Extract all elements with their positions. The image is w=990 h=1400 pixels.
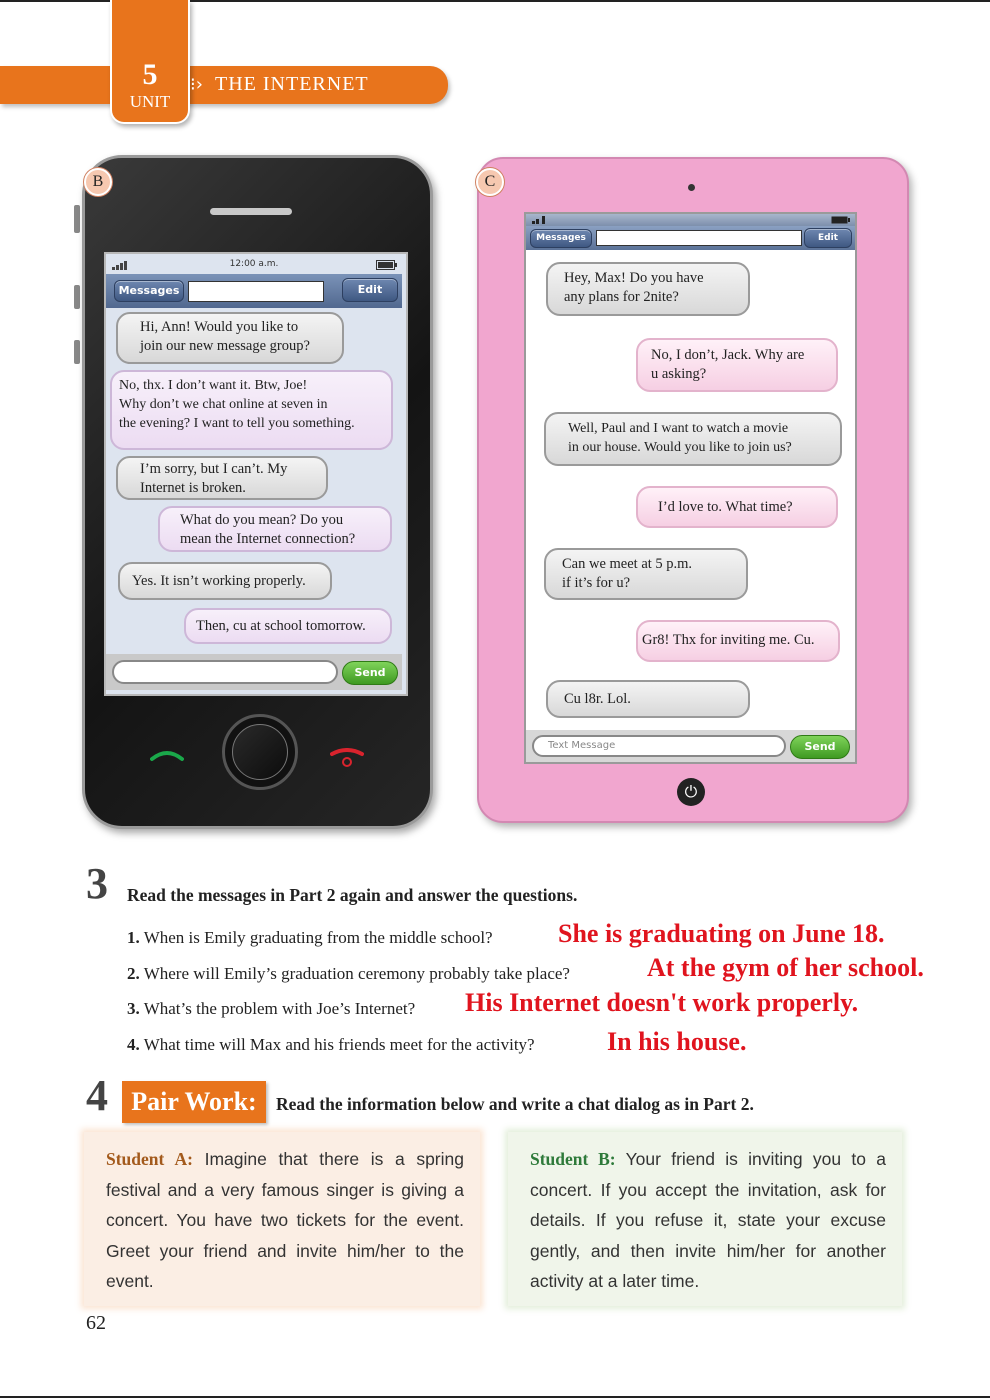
phone-side-button — [74, 205, 80, 233]
status-time: 12:00 a.m. — [229, 259, 279, 269]
home-button-inner — [232, 724, 288, 780]
camera-icon — [688, 184, 695, 191]
chevron-right-icon: ⁝› — [190, 74, 203, 95]
phone-b-navbar — [106, 274, 402, 308]
message-bubble: Gr8! Thx for inviting me. Cu. — [636, 620, 840, 662]
message-input[interactable] — [112, 660, 338, 684]
battery-icon — [376, 260, 398, 270]
speaker-grille — [210, 208, 292, 215]
unit-number: 5 — [142, 58, 158, 91]
send-button[interactable]: Send — [790, 735, 850, 759]
answer-2: At the gym of her school. — [647, 953, 924, 982]
student-b-label: Student B: — [530, 1149, 616, 1169]
student-a-card — [84, 1132, 480, 1306]
message-bubble: Well, Paul and I want to watch a movie in our house. Would you like to join us? — [544, 412, 842, 466]
edit-button[interactable]: Edit — [342, 278, 398, 302]
recipient-field[interactable] — [188, 281, 324, 302]
section-4-number: 4 — [86, 1071, 108, 1120]
student-b-card — [508, 1132, 902, 1306]
question-4: 4. What time will Max and his friends meet for the activity? — [127, 1035, 535, 1054]
student-a-text: Imagine that there is a spring festival and a very famous singer is giving a concert. You have two tickets for the event. Greet your friend and invite him/her to the event. — [106, 1149, 464, 1291]
section-4-instruction: Read the information below and write a chat dialog as in Part 2. — [276, 1094, 754, 1114]
messages-button[interactable]: Messages — [530, 229, 592, 248]
label-b: B — [84, 168, 112, 196]
phone-side-button — [74, 340, 80, 364]
answer-3: His Internet doesn't work properly. — [465, 988, 859, 1017]
power-icon[interactable]: ⏻ — [677, 778, 705, 806]
message-bubble: I’d love to. What time? — [636, 486, 838, 528]
messages-button[interactable]: Messages — [114, 280, 184, 302]
section-3-number: 3 — [86, 859, 108, 908]
message-bubble: No, I don’t, Jack. Why are u asking? — [636, 338, 838, 392]
unit-tab — [110, 0, 190, 124]
unit-title: THE INTERNET — [215, 73, 369, 95]
student-b-text: Your friend is inviting you to a concert. If you accept the invitation, ask for details. If you refuse it, state your excuse gently, and then invite him/her for another activity at a later time. — [530, 1149, 886, 1291]
answer-1: She is graduating on June 18. — [558, 919, 885, 948]
question-3: 3. What’s the problem with Joe’s Internet? — [127, 999, 416, 1018]
message-bubble: Hi, Ann! Would you like to join our new message group? — [116, 312, 344, 364]
text-message-input[interactable]: Text Message — [532, 735, 786, 757]
phone-call-icon[interactable] — [150, 750, 184, 762]
message-bubble: Yes. It isn’t working properly. — [118, 562, 332, 600]
message-bubble: Hey, Max! Do you have any plans for 2nite? — [546, 262, 750, 316]
question-1: 1. When is Emily graduating from the middle school? — [127, 928, 493, 947]
tablet-c-navbar — [526, 226, 855, 250]
label-c: C — [476, 168, 504, 196]
bottom-border — [0, 1396, 990, 1398]
phone-b-statusbar — [106, 258, 402, 272]
page-number: 62 — [86, 1312, 106, 1334]
signal-bars-icon — [532, 216, 550, 224]
recipient-field[interactable] — [596, 230, 802, 246]
student-a-label: Student A: — [106, 1149, 193, 1169]
message-bubble: Can we meet at 5 p.m. if it’s for u? — [544, 548, 748, 600]
phone-hangup-icon[interactable] — [330, 748, 364, 770]
message-bubble: Cu l8r. Lol. — [546, 680, 750, 718]
unit-word: UNIT — [129, 92, 171, 111]
edit-button[interactable]: Edit — [804, 228, 852, 248]
battery-icon — [831, 216, 851, 224]
question-2: 2. Where will Emily’s graduation ceremony probably take place? — [127, 964, 570, 983]
message-bubble: Then, cu at school tomorrow. — [184, 608, 392, 644]
message-bubble: What do you mean? Do you mean the Internet connection? — [158, 506, 392, 552]
section-3-instruction: Read the messages in Part 2 again and answer the questions. — [127, 885, 578, 905]
answer-4: In his house. — [607, 1027, 747, 1056]
message-bubble: No, thx. I don’t want it. Btw, Joe! Why don’t we chat online at seven in the evening? I want to tell you something. — [110, 370, 393, 450]
tablet-c-statusbar — [526, 214, 855, 226]
pair-work-label: Pair Work: — [122, 1081, 266, 1123]
phone-b-inputbar — [106, 654, 402, 690]
send-button[interactable]: Send — [342, 661, 398, 685]
phone-side-button — [74, 285, 80, 309]
tablet-c-inputbar — [526, 730, 855, 762]
message-bubble: I’m sorry, but I can’t. My Internet is broken. — [116, 456, 328, 500]
